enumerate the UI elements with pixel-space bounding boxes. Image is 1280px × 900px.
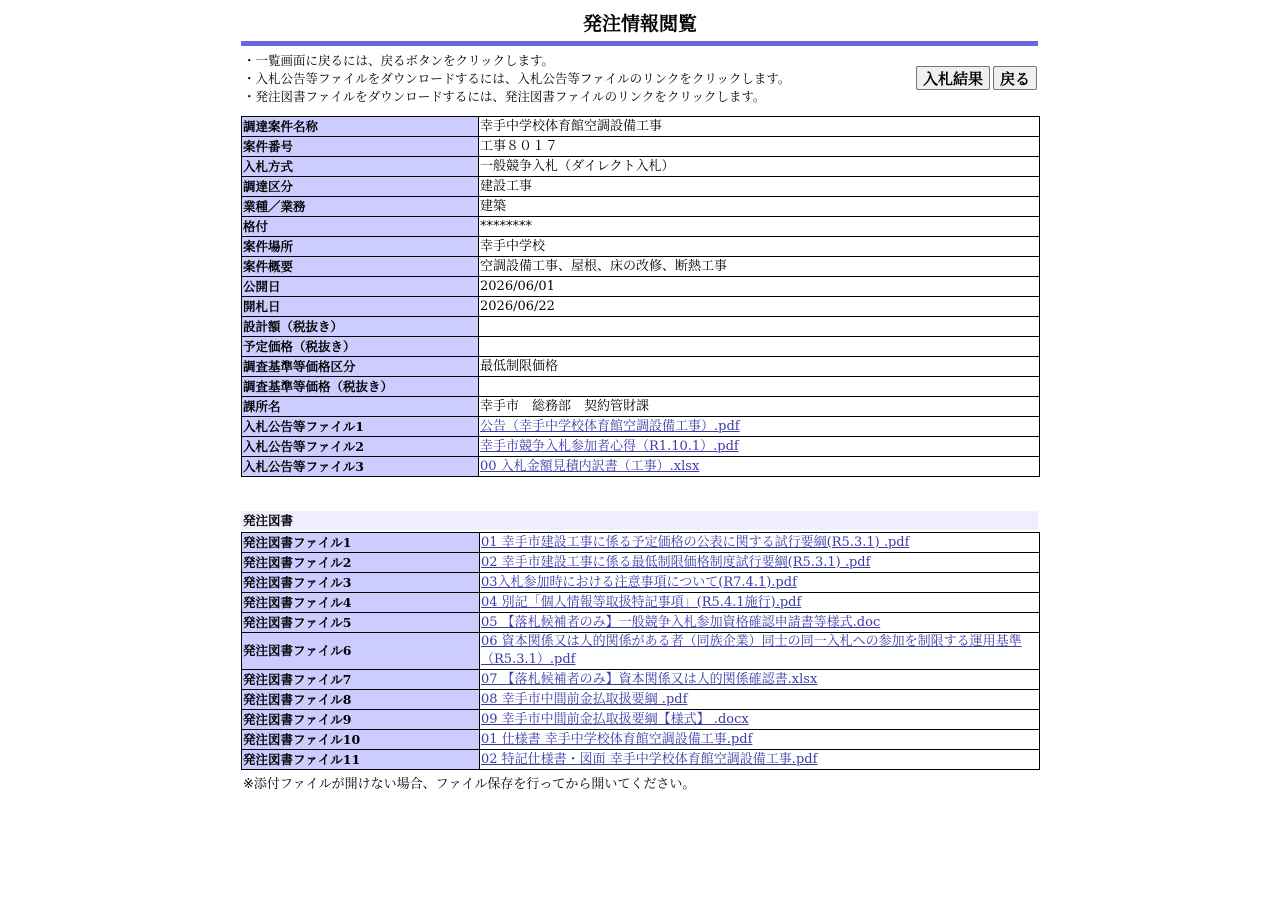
drawing-file-label: 発注図書ファイル6: [242, 633, 480, 670]
detail-label: 設計額（税抜き）: [242, 317, 479, 337]
detail-label: 案件概要: [242, 257, 479, 277]
footer-note: ※添付ファイルが開けない場合、ファイル保存を行ってから開いてください。: [243, 777, 696, 792]
detail-row: [242, 377, 1040, 397]
drawing-file-label: 発注図書ファイル5: [242, 613, 480, 633]
detail-label: 予定価格（税抜き）: [242, 337, 479, 357]
drawing-file-label: 発注図書ファイル7: [242, 670, 480, 690]
detail-row: [242, 397, 1040, 417]
drawing-file-row: [242, 593, 1040, 613]
detail-label: 案件場所: [242, 237, 479, 257]
detail-value: 幸手中学校体育館空調設備工事: [479, 117, 1040, 137]
detail-row: [242, 297, 1040, 317]
detail-row: [242, 357, 1040, 377]
detail-row: [242, 217, 1040, 237]
drawing-file-cell: [480, 670, 1040, 690]
drawing-file-label: 発注図書ファイル3: [242, 573, 480, 593]
notice-file-row: [242, 457, 1040, 477]
detail-label: 案件番号: [242, 137, 479, 157]
drawing-file-cell: [480, 690, 1040, 710]
drawing-file-label: 発注図書ファイル4: [242, 593, 480, 613]
drawing-file-link[interactable]: 02 幸手市建設工事に係る最低制限価格制度試行要綱(R5.3.1) .pdf: [481, 554, 871, 570]
notice-file-label: 入札公告等ファイル3: [242, 457, 479, 477]
detail-label: 調査基準等価格（税抜き）: [242, 377, 479, 397]
drawing-file-row: [242, 690, 1040, 710]
drawing-file-row: [242, 553, 1040, 573]
detail-row: [242, 277, 1040, 297]
drawing-file-link[interactable]: 02 特記仕様書・図面 幸手中学校体育館空調設備工事.pdf: [481, 751, 818, 767]
drawing-file-link[interactable]: 05 【落札候補者のみ】一般競争入札参加資格確認申請書等様式.doc: [481, 614, 881, 630]
drawing-file-link[interactable]: 09 幸手市中間前金払取扱要綱【様式】 .docx: [481, 711, 749, 727]
instruction-item: ・入札公告等ファイルをダウンロードするには、入札公告等ファイルのリンクをクリックします。: [243, 71, 791, 86]
detail-value: 工事８０１７: [479, 137, 1040, 157]
drawing-file-label: 発注図書ファイル10: [242, 730, 480, 750]
detail-label: 業種／業務: [242, 197, 479, 217]
instruction-list: [243, 52, 790, 106]
detail-value: 2026/06/01: [479, 277, 1040, 297]
details-table: [241, 116, 1040, 477]
detail-label: 調達案件名称: [242, 117, 479, 137]
detail-row: [242, 337, 1040, 357]
notice-file-link[interactable]: 00 入札金額見積内訳書（工事）.xlsx: [480, 458, 700, 474]
detail-row: [242, 237, 1040, 257]
drawing-file-link[interactable]: 04 別記「個人情報等取扱特記事項」(R5.4.1施行).pdf: [481, 594, 802, 610]
action-buttons: [916, 66, 1037, 90]
instructions: [241, 46, 1039, 118]
detail-label: 調達区分: [242, 177, 479, 197]
drawing-file-label: 発注図書ファイル1: [242, 533, 480, 553]
notice-file-cell: [479, 417, 1040, 437]
drawing-file-row: [242, 730, 1040, 750]
drawing-file-cell: [480, 593, 1040, 613]
drawing-file-label: 発注図書ファイル9: [242, 710, 480, 730]
notice-file-cell: [479, 437, 1040, 457]
drawing-file-label: 発注図書ファイル2: [242, 553, 480, 573]
detail-value: 一般競争入札（ダイレクト入札）: [479, 157, 1040, 177]
drawing-file-link[interactable]: 03入札参加時における注意事項について(R7.4.1).pdf: [481, 574, 797, 590]
detail-value: 2026/06/22: [479, 297, 1040, 317]
detail-row: [242, 257, 1040, 277]
drawing-file-cell: [480, 633, 1040, 670]
notice-file-label: 入札公告等ファイル1: [242, 417, 479, 437]
detail-label: 課所名: [242, 397, 479, 417]
drawing-file-row: [242, 533, 1040, 553]
detail-label: 格付: [242, 217, 479, 237]
detail-row: [242, 117, 1040, 137]
detail-row: [242, 197, 1040, 217]
drawing-file-link[interactable]: 08 幸手市中間前金払取扱要綱 .pdf: [481, 691, 688, 707]
detail-label: 調査基準等価格区分: [242, 357, 479, 377]
detail-value: 建設工事: [479, 177, 1040, 197]
detail-value: 空調設備工事、屋根、床の改修、断熱工事: [479, 257, 1040, 277]
notice-file-cell: [479, 457, 1040, 477]
instruction-item: ・発注図書ファイルをダウンロードするには、発注図書ファイルのリンクをクリックします。: [243, 89, 766, 104]
detail-value: ********: [479, 217, 1040, 237]
drawing-file-row: [242, 750, 1040, 770]
notice-file-link[interactable]: 幸手市競争入札参加者心得（R1.10.1）.pdf: [480, 438, 739, 454]
detail-value: [479, 317, 1040, 337]
detail-row: [242, 317, 1040, 337]
detail-label: 開札日: [242, 297, 479, 317]
detail-label: 公開日: [242, 277, 479, 297]
detail-value: 建築: [479, 197, 1040, 217]
drawing-file-cell: [480, 750, 1040, 770]
notice-file-label: 入札公告等ファイル2: [242, 437, 479, 457]
drawing-file-row: [242, 633, 1040, 670]
drawing-file-row: [242, 710, 1040, 730]
drawing-file-cell: [480, 730, 1040, 750]
detail-row: [242, 157, 1040, 177]
drawing-file-link[interactable]: 07 【落札候補者のみ】資本関係又は人的関係確認書.xlsx: [481, 671, 818, 687]
page-container: [241, 0, 1039, 792]
bid-result-button[interactable]: 入札結果: [916, 66, 990, 90]
detail-value: 幸手市 総務部 契約管財課: [479, 397, 1040, 417]
detail-row: [242, 177, 1040, 197]
drawing-file-cell: [480, 710, 1040, 730]
drawing-file-label: 発注図書ファイル8: [242, 690, 480, 710]
drawings-table: [241, 532, 1040, 770]
drawing-file-link[interactable]: 06 資本関係又は人的関係がある者（同族企業）同士の同一入札への参加を制限する運用基準（R5.3.1）.pdf: [481, 634, 1022, 667]
drawing-file-cell: [480, 533, 1040, 553]
drawing-file-label: 発注図書ファイル11: [242, 750, 480, 770]
drawing-file-cell: [480, 573, 1040, 593]
detail-value: [479, 337, 1040, 357]
drawing-file-link[interactable]: 01 仕様書 幸手中学校体育館空調設備工事.pdf: [481, 731, 753, 747]
instruction-item: ・一覧画面に戻るには、戻るボタンをクリックします。: [243, 53, 555, 68]
detail-value: 幸手中学校: [479, 237, 1040, 257]
notice-file-row: [242, 437, 1040, 457]
page-title: 発注情報閲覧: [582, 13, 697, 35]
drawings-section-header: 発注図書: [241, 511, 1038, 530]
drawing-file-row: [242, 613, 1040, 633]
drawing-file-link[interactable]: 01 幸手市建設工事に係る予定価格の公表に関する試行要綱(R5.3.1) .pdf: [481, 534, 910, 550]
drawing-file-cell: [480, 613, 1040, 633]
detail-label: 入札方式: [242, 157, 479, 177]
drawing-file-row: [242, 573, 1040, 593]
drawing-file-row: [242, 670, 1040, 690]
detail-value: 最低制限価格: [479, 357, 1040, 377]
detail-row: [242, 137, 1040, 157]
notice-file-link[interactable]: 公告（幸手中学校体育館空調設備工事）.pdf: [480, 418, 740, 434]
drawing-file-cell: [480, 553, 1040, 573]
notice-file-row: [242, 417, 1040, 437]
back-button[interactable]: 戻る: [993, 66, 1037, 90]
detail-value: [479, 377, 1040, 397]
